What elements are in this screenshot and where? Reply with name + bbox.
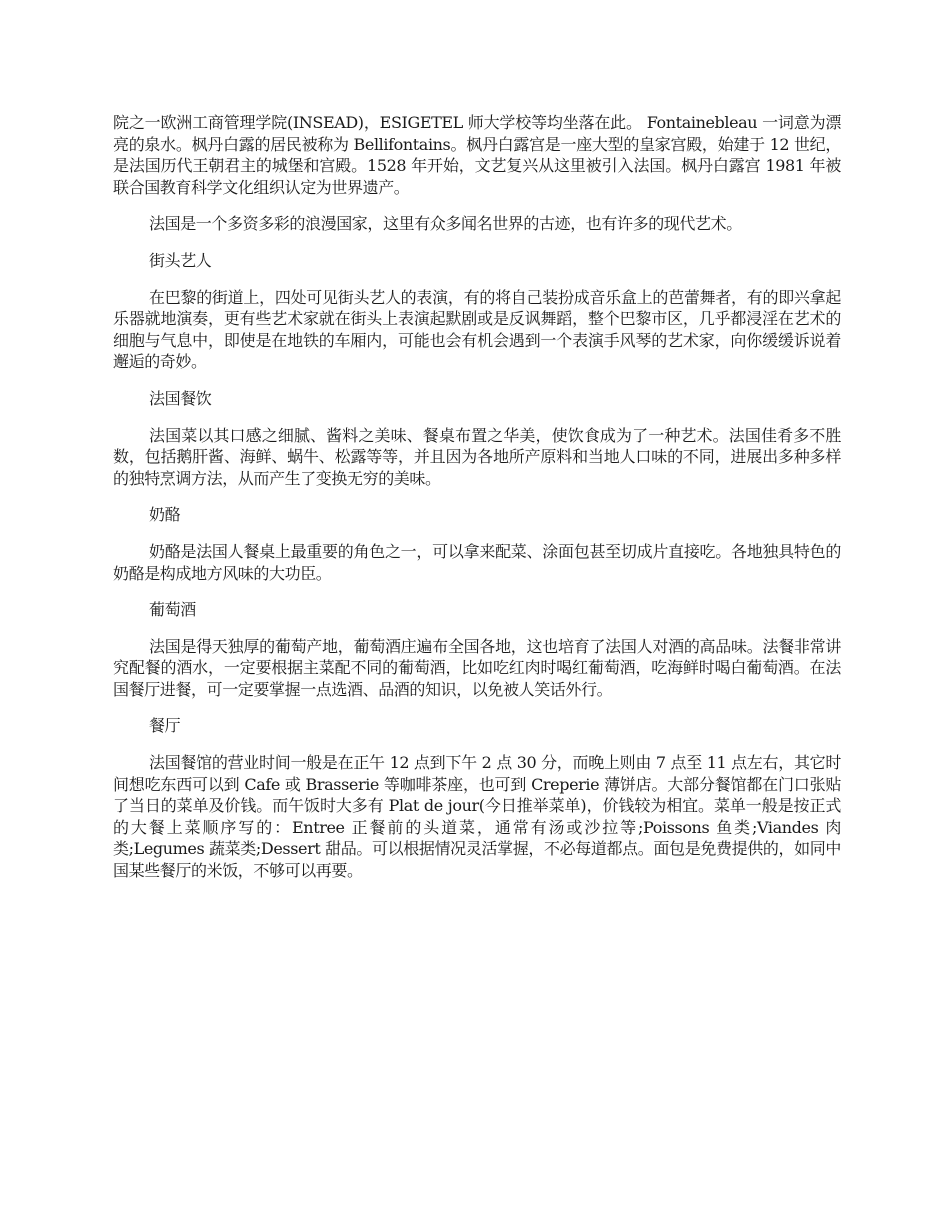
section-heading-street-artists: 街头艺人	[149, 250, 212, 270]
document-page	[113, 112, 841, 897]
paragraph-french-cuisine: 法国菜以其口感之细腻、酱料之美味、餐桌布置之华美，使饮食成为了一种艺术。法国佳肴多不胜数，包括鹅肝酱、海鲜、蜗牛、松露等等，并且因为各地所产原料和当地人口味的不同，进展出多种多样的独特烹调方法，从而产生了变换无穷的美味。	[113, 425, 841, 488]
paragraph-street-artists: 在巴黎的街道上，四处可见街头艺人的表演，有的将自己装扮成音乐盒上的芭蕾舞者，有的即兴拿起乐器就地演奏，更有些艺术家就在街头上表演起默剧或是反讽舞蹈，整个巴黎市区，几乎都浸淫在艺术的细胞与气息中，即使是在地铁的车厢内，可能也会有机会遇到一个表演手风琴的艺术家，向你缓缓诉说着邂逅的奇妙。	[113, 287, 841, 372]
paragraph-cheese: 奶酪是法国人餐桌上最重要的角色之一，可以拿来配菜、涂面包甚至切成片直接吃。各地独具特色的奶酪是构成地方风味的大功臣。	[113, 541, 841, 583]
paragraph-france-intro: 法国是一个多资多彩的浪漫国家，这里有众多闻名世界的古迹，也有许多的现代艺术。	[149, 214, 742, 234]
section-heading-cheese: 奶酪	[149, 505, 181, 525]
paragraph-wine: 法国是得天独厚的葡萄产地，葡萄酒庄遍布全国各地，这也培育了法国人对酒的高品味。法餐非常讲究配餐的酒水，一定要根据主菜配不同的葡萄酒，比如吃红肉时喝红葡萄酒，吃海鲜时喝白葡萄酒。在法国餐厅进餐，可一定要掌握一点选酒、品酒的知识，以免被人笑话外行。	[113, 636, 841, 699]
section-heading-french-cuisine: 法国餐饮	[149, 388, 212, 408]
section-heading-wine: 葡萄酒	[149, 600, 196, 620]
section-heading-restaurants: 餐厅	[149, 716, 181, 736]
paragraph-fontainebleau: 院之一欧洲工商管理学院(INSEAD)，ESIGETEL 师大学校等均坐落在此。 Fontainebleau 一词意为漂亮的泉水。枫丹白露的居民被称为 Bellifontains。枫丹白露宫是一座大型的皇家宫殿，始建于 12 世纪，是法国历代王朝君主的城堡和宫殿。1528 年开始，文艺复兴从这里被引入法国。枫丹白露宫 1981 年被联合国教育科学文化组织认定为世界遗产。	[113, 113, 842, 197]
paragraph-restaurants: 法国餐馆的营业时间一般是在正午 12 点到下午 2 点 30 分，而晚上则由 7 点至 11 点左右，其它时间想吃东西可以到 Cafe 或 Brasserie 等咖啡茶座，也可到 Creperie 薄饼店。大部分餐馆都在门口张贴了当日的菜单及价钱。而午饭时大多有 Plat de jour(今日推举菜单)，价钱较为相宜。菜单一般是按正式的大餐上菜顺序写的：Entree 正餐前的头道菜，通常有汤或沙拉等;Poissons 鱼类;Viandes 肉类;Legumes 蔬菜类;Dessert 甜品。可以根据情况灵活掌握，不必每道都点。面包是免费提供的，如同中国某些餐厅的米饭，不够可以再要。	[113, 753, 841, 881]
